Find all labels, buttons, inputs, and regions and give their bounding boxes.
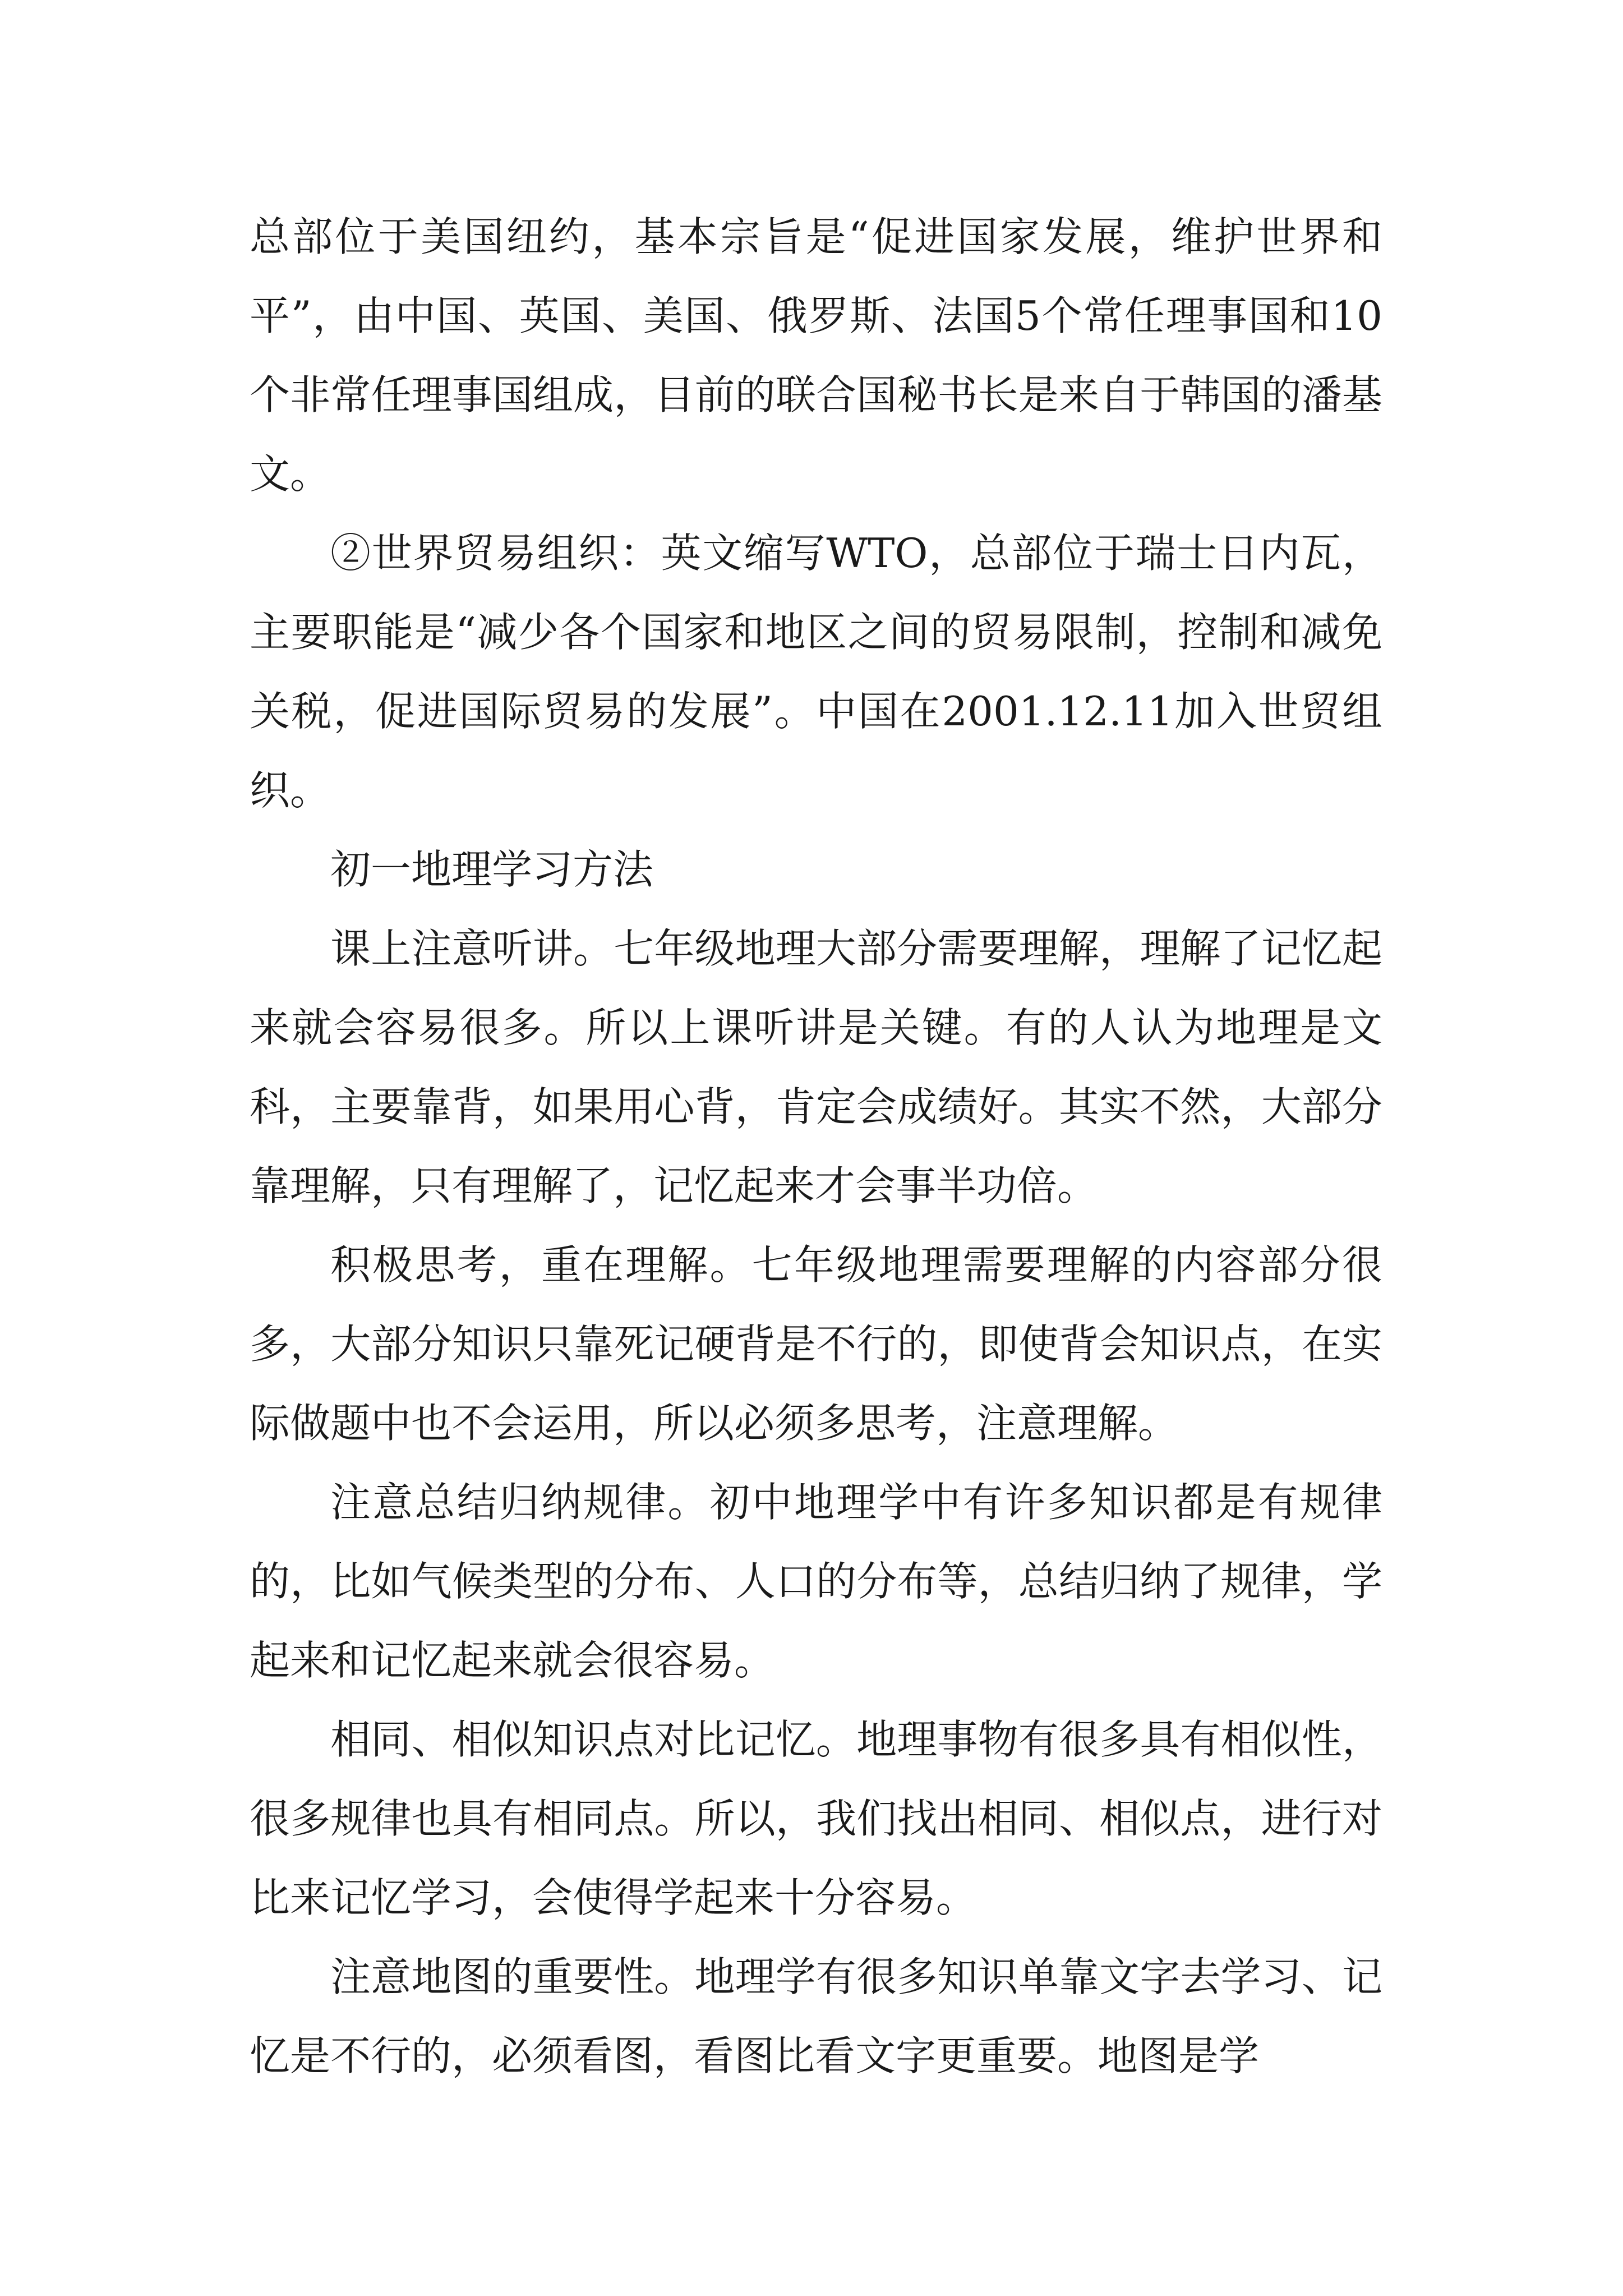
- paragraph-think-actively: 积极思考，重在理解。七年级地理需要理解的内容部分很多，大部分知识只靠死记硬背是不行的，即使背会知识点，在实际做题中也不会运用，所以必须多思考，注意理解。: [250, 1241, 1382, 1447]
- document-body: [250, 197, 1382, 2096]
- paragraph-wto: ②世界贸易组织：英文缩写WTO，总部位于瑞士日内瓦，主要职能是“减少各个国家和地区之间的贸易限制，控制和减免关税，促进国际贸易的发展”。中国在2001.12.11加入世贸组织。: [250, 530, 1382, 814]
- paragraph-maps-importance: 注意地图的重要性。地理学有很多知识单靠文字去学习、记忆是不行的，必须看图，看图比看文字更重要。地图是学: [250, 1953, 1382, 2079]
- paragraph-listen-in-class: 课上注意听讲。七年级地理大部分需要理解，理解了记忆起来就会容易很多。所以上课听讲是关键。有的人认为地理是文科，主要靠背，如果用心背，肯定会成绩好。其实不然，大部分靠理解，只有理解了，记忆起来才会事半功倍。: [250, 925, 1382, 1209]
- paragraph-un-description: 总部位于美国纽约，基本宗旨是“促进国家发展，维护世界和平”，由中国、英国、美国、俄罗斯、法国5个常任理事国和10个非常任理事国组成，目前的联合国秘书长是来自于韩国的潘基文。: [250, 213, 1382, 498]
- section-heading: 初一地理学习方法: [330, 846, 654, 893]
- paragraph-summarize-rules: 注意总结归纳规律。初中地理学中有许多知识都是有规律的，比如气候类型的分布、人口的分布等，总结归纳了规律，学起来和记忆起来就会很容易。: [250, 1479, 1382, 1684]
- paragraph-compare-memory: 相同、相似知识点对比记忆。地理事物有很多具有相似性，很多规律也具有相同点。所以，我们找出相同、相似点，进行对比来记忆学习，会使得学起来十分容易。: [250, 1716, 1382, 1921]
